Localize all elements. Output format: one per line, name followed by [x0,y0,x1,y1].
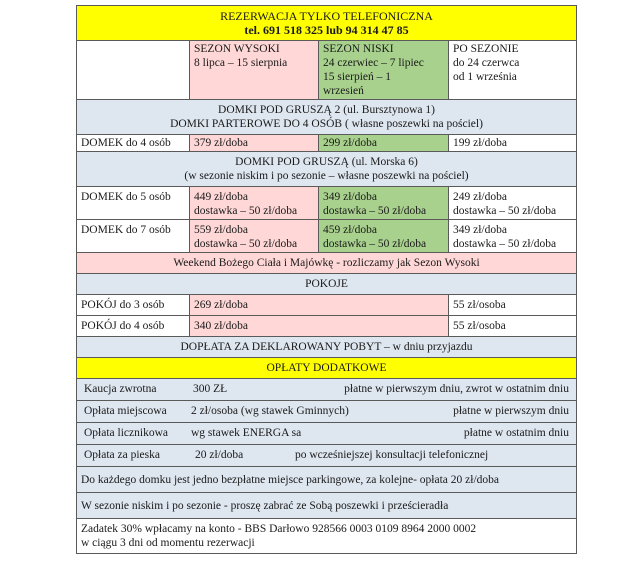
fee-row-parking [77,467,577,493]
fee-amount: 20 zł/doba [195,449,244,461]
section2-subtitle: (w sezonie niskim i po sezonie – własne poszewki na pościel) [184,170,469,182]
fee-label: Opłata za pieska [84,449,160,461]
fee-cell [77,445,577,467]
fee-note: po wcześniejszej konsultacji telefonicznej [295,449,489,461]
fee-row-linen [77,493,577,519]
price-low: 299 zł/doba [319,135,449,152]
price-value: 349 zł/doba [453,224,507,236]
season-low-dates-2: 15 sierpień – 1 [323,71,392,83]
fee-amount: 300 ZŁ [193,383,228,395]
header-phone: tel. 691 518 325 lub 94 314 47 85 [244,23,409,37]
table-row [77,316,577,337]
row-label: POKÓJ do 3 osób [77,295,190,316]
fee-label: Opłata miejscowa [84,405,167,417]
price-value: 449 zł/doba [194,191,248,203]
season-high-name: SEZON WYSOKI [194,43,280,55]
fee-note: płatne w pierwszym dniu, zwrot w ostatnim dniu [344,383,570,395]
advance-cell [77,519,577,554]
fee-row-dog [77,445,577,467]
fee-amount: wg stawek ENERGA sa [191,427,302,439]
section2-header-row [77,152,577,187]
season-post-dates-1: do 24 czerwca [453,57,520,69]
section1-title: DOMKI POD GRUSZĄ 2 (ul. Bursztynowa 1) [218,104,435,116]
weekend-note-row [77,253,577,274]
season-low-cell [319,41,449,100]
price-post: 199 zł/doba [449,135,577,152]
price-value: 459 zł/doba [323,224,377,236]
extra-bed-price: dostawka – 50 zł/doba [453,205,557,217]
parking-note: Do każdego domku jest jedno bezpłatne miejsce parkingowe, za kolejne- opłata 20 zł/doba [77,467,577,493]
fee-label: Kaucja zwrotna [84,383,157,395]
room-price: 340 zł/doba [190,316,449,337]
price-value: 559 zł/doba [194,224,248,236]
fee-label: Opłata licznikowa [84,427,168,439]
price-value: 249 zł/doba [453,191,507,203]
price-low [319,187,449,220]
fee-cell [77,379,577,401]
row-label: DOMEK do 7 osób [77,220,190,253]
price-high: 379 zł/doba [190,135,319,152]
section1-header-cell [77,100,577,135]
row-label: POKÓJ do 4 osób [77,316,190,337]
section1-subtitle: DOMKI PARTEROWE DO 4 OSÓB ( własne poszewki na pościel) [170,118,483,130]
room-price: 269 zł/doba [190,295,449,316]
fee-cell [77,423,577,445]
fee-note: płatne w ostatnim dniu [463,427,570,439]
season-post-name: PO SEZONIE [453,43,519,55]
extra-bed-price: dostawka – 50 zł/doba [323,205,427,217]
extra-bed-price: dostawka – 50 zł/doba [453,238,557,250]
table-row [77,295,577,316]
pricing-table [76,5,577,554]
weekend-note: Weekend Bożego Ciała i Majówkę - rozliczamy jak Sezon Wysoki [77,253,577,274]
season-high-cell [190,41,319,100]
fee-amount: 2 zł/osoba (wg stawek Gminnych) [191,405,349,417]
table-row [77,135,577,152]
seasons-empty-cell [77,41,190,100]
fee-note: płatne w pierwszym dniu [453,405,570,417]
season-post-cell [449,41,577,100]
fees-header-row [77,358,577,379]
section2-title: DOMKI POD GRUSZĄ (ul. Morska 6) [235,156,418,168]
season-low-name: SEZON NISKI [323,43,394,55]
fee-row-meter [77,423,577,445]
advance-note: Zadatek 30% wpłacamy na konto - BBS Darłowo 928566 0003 0109 8964 2000 0002 [81,523,477,535]
extra-bed-price: dostawka – 50 zł/doba [323,238,427,250]
room-price-post: 55 zł/osoba [449,316,577,337]
header-title: REZERWACJA TYLKO TELEFONICZNA [220,9,433,23]
section1-header-row [77,100,577,135]
fee-cell [77,401,577,423]
season-high-dates: 8 lipca – 15 sierpnia [194,57,288,69]
price-post [449,187,577,220]
seasons-row [77,41,577,100]
extra-bed-price: dostawka – 50 zł/doba [194,238,298,250]
surcharge-note: DOPŁATA ZA DEKLAROWANY POBYT – w dniu przyjazdu [77,337,577,358]
fees-title: OPŁATY DODATKOWE [77,358,577,379]
table-row [77,187,577,220]
price-high [190,187,319,220]
price-value: 349 zł/doba [323,191,377,203]
rooms-header-row [77,274,577,295]
table-row [77,220,577,253]
row-label: DOMEK do 4 osób [77,135,190,152]
advance-deadline: w ciągu 3 dni od momentu rezerwacji [81,537,255,549]
price-post [449,220,577,253]
season-low-dates-1: 24 czerwiec – 7 lipiec [323,57,424,69]
extra-bed-price: dostawka – 50 zł/doba [194,205,298,217]
header-row [77,6,577,41]
header-cell [77,6,577,41]
rooms-title: POKOJE [77,274,577,295]
section2-header-cell [77,152,577,187]
season-low-dates-3: wrzesień [323,85,364,97]
linen-note: W sezonie niskim i po sezonie - proszę zabrać ze Sobą poszewki i prześcieradła [77,493,577,519]
fee-row-local [77,401,577,423]
price-high [190,220,319,253]
fee-row-advance [77,519,577,554]
price-low [319,220,449,253]
surcharge-row [77,337,577,358]
row-label: DOMEK do 5 osób [77,187,190,220]
room-price-post: 55 zł/osoba [449,295,577,316]
fee-row-deposit [77,379,577,401]
season-post-dates-2: od 1 września [453,71,517,83]
